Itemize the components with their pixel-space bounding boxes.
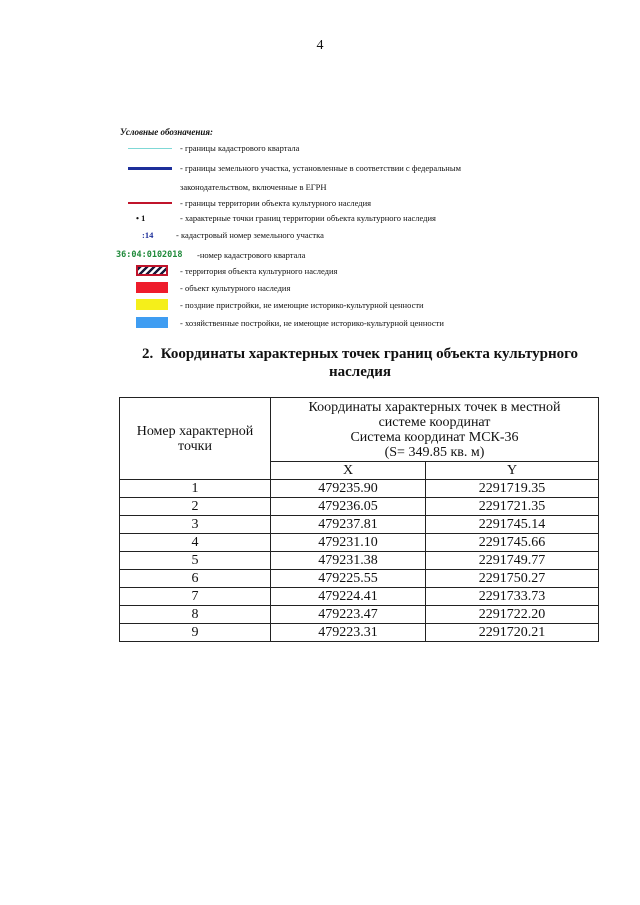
legend-title: Условные обозначения:: [120, 127, 213, 137]
legend-text: - границы земельного участка, установленные в соответствии с федеральным: [180, 163, 461, 173]
legend-item-quarter-number: [0, 248, 640, 262]
header-coordinates-line1: Координаты характерных точек в местной: [308, 400, 561, 415]
point-number: 3: [120, 516, 271, 534]
yellow-swatch: [136, 299, 168, 310]
point-number: 5: [120, 552, 271, 570]
y-value: 2291745.66: [426, 534, 599, 552]
legend-text: - территория объекта культурного наследия: [180, 266, 338, 276]
legend-text: - границы кадастрового квартала: [180, 143, 300, 153]
quarter-number-marker: 36:04:0102018: [116, 250, 183, 260]
x-value: 479235.90: [271, 480, 426, 498]
coordinates-table: [119, 397, 599, 642]
legend-item-heritage-object: [0, 281, 640, 295]
x-value: 479225.55: [271, 570, 426, 588]
x-value: 479231.10: [271, 534, 426, 552]
point-number: 1: [120, 480, 271, 498]
point-marker: • 1: [136, 213, 146, 223]
legend-item-heritage-territory-line: [0, 196, 640, 210]
point-number: 9: [120, 624, 271, 642]
section-number: 2.: [141, 346, 154, 362]
legend-text: - поздние пристройки, не имеющие историко-культурной ценности: [180, 300, 424, 310]
header-coordinates-line2: системе координат: [378, 415, 491, 430]
x-value: 479223.47: [271, 606, 426, 624]
header-y: Y: [426, 462, 599, 480]
legend-item-outbuildings: [0, 316, 640, 330]
plot-number-marker: :14: [142, 230, 154, 240]
legend-item-plot-number: [0, 228, 640, 242]
header-x: X: [271, 462, 426, 480]
table-row: [120, 570, 599, 588]
legend-item-cadastral-quarter: [0, 141, 640, 155]
header-coordinates-line4: (S= 349.85 кв. м): [384, 445, 485, 460]
point-number: 2: [120, 498, 271, 516]
table-row: [120, 588, 599, 606]
y-value: 2291733.73: [426, 588, 599, 606]
legend-item-continuation: [0, 180, 640, 194]
blue-line-symbol: [128, 167, 172, 170]
red-swatch: [136, 282, 168, 293]
y-value: 2291750.27: [426, 570, 599, 588]
table-row: [120, 606, 599, 624]
y-value: 2291720.21: [426, 624, 599, 642]
y-value: 2291721.35: [426, 498, 599, 516]
legend-item-characteristic-point: [0, 211, 640, 225]
legend-text: -номер кадастрового квартала: [197, 250, 306, 260]
legend-item-later-annexes: [0, 298, 640, 312]
table-row: [120, 552, 599, 570]
point-number: 6: [120, 570, 271, 588]
header-coordinates-line3: Система координат МСК-36: [350, 430, 519, 445]
cyan-line-symbol: [128, 148, 172, 149]
legend-text: - объект культурного наследия: [180, 283, 291, 293]
point-number: 4: [120, 534, 271, 552]
page-number: 4: [316, 38, 324, 53]
legend-item-land-plot: [0, 161, 640, 175]
x-value: 479237.81: [271, 516, 426, 534]
table-row: [120, 624, 599, 642]
table-row: [120, 480, 599, 498]
table-row: [120, 516, 599, 534]
y-value: 2291745.14: [426, 516, 599, 534]
legend-text: - характерные точки границ территории объекта культурного наследия: [180, 213, 436, 223]
x-value: 479223.31: [271, 624, 426, 642]
y-value: 2291719.35: [426, 480, 599, 498]
y-value: 2291722.20: [426, 606, 599, 624]
y-value: 2291749.77: [426, 552, 599, 570]
section-title-line1: Координаты характерных точек границ объекта культурного: [160, 346, 579, 362]
table-row: [120, 534, 599, 552]
x-value: 479236.05: [271, 498, 426, 516]
header-point-number: Номер характерной точки: [120, 398, 271, 480]
section-heading: [120, 345, 600, 381]
header-coordinates: [271, 398, 599, 462]
legend-item-hatched-area: [0, 264, 640, 278]
x-value: 479224.41: [271, 588, 426, 606]
legend-text: - кадастровый номер земельного участка: [176, 230, 324, 240]
legend-text: законодательством, включенные в ЕГРН: [180, 182, 327, 192]
point-number: 8: [120, 606, 271, 624]
blue-swatch: [136, 317, 168, 328]
section-heading-line1: [120, 345, 600, 363]
point-number: 7: [120, 588, 271, 606]
legend-text: - границы территории объекта культурного наследия: [180, 198, 372, 208]
red-line-symbol: [128, 202, 172, 204]
table-row: [120, 498, 599, 516]
section-title-line2: наследия: [328, 364, 392, 380]
legend-text: - хозяйственные постройки, не имеющие историко-культурной ценности: [180, 318, 444, 328]
x-value: 479231.38: [271, 552, 426, 570]
hatched-swatch: [136, 265, 168, 276]
